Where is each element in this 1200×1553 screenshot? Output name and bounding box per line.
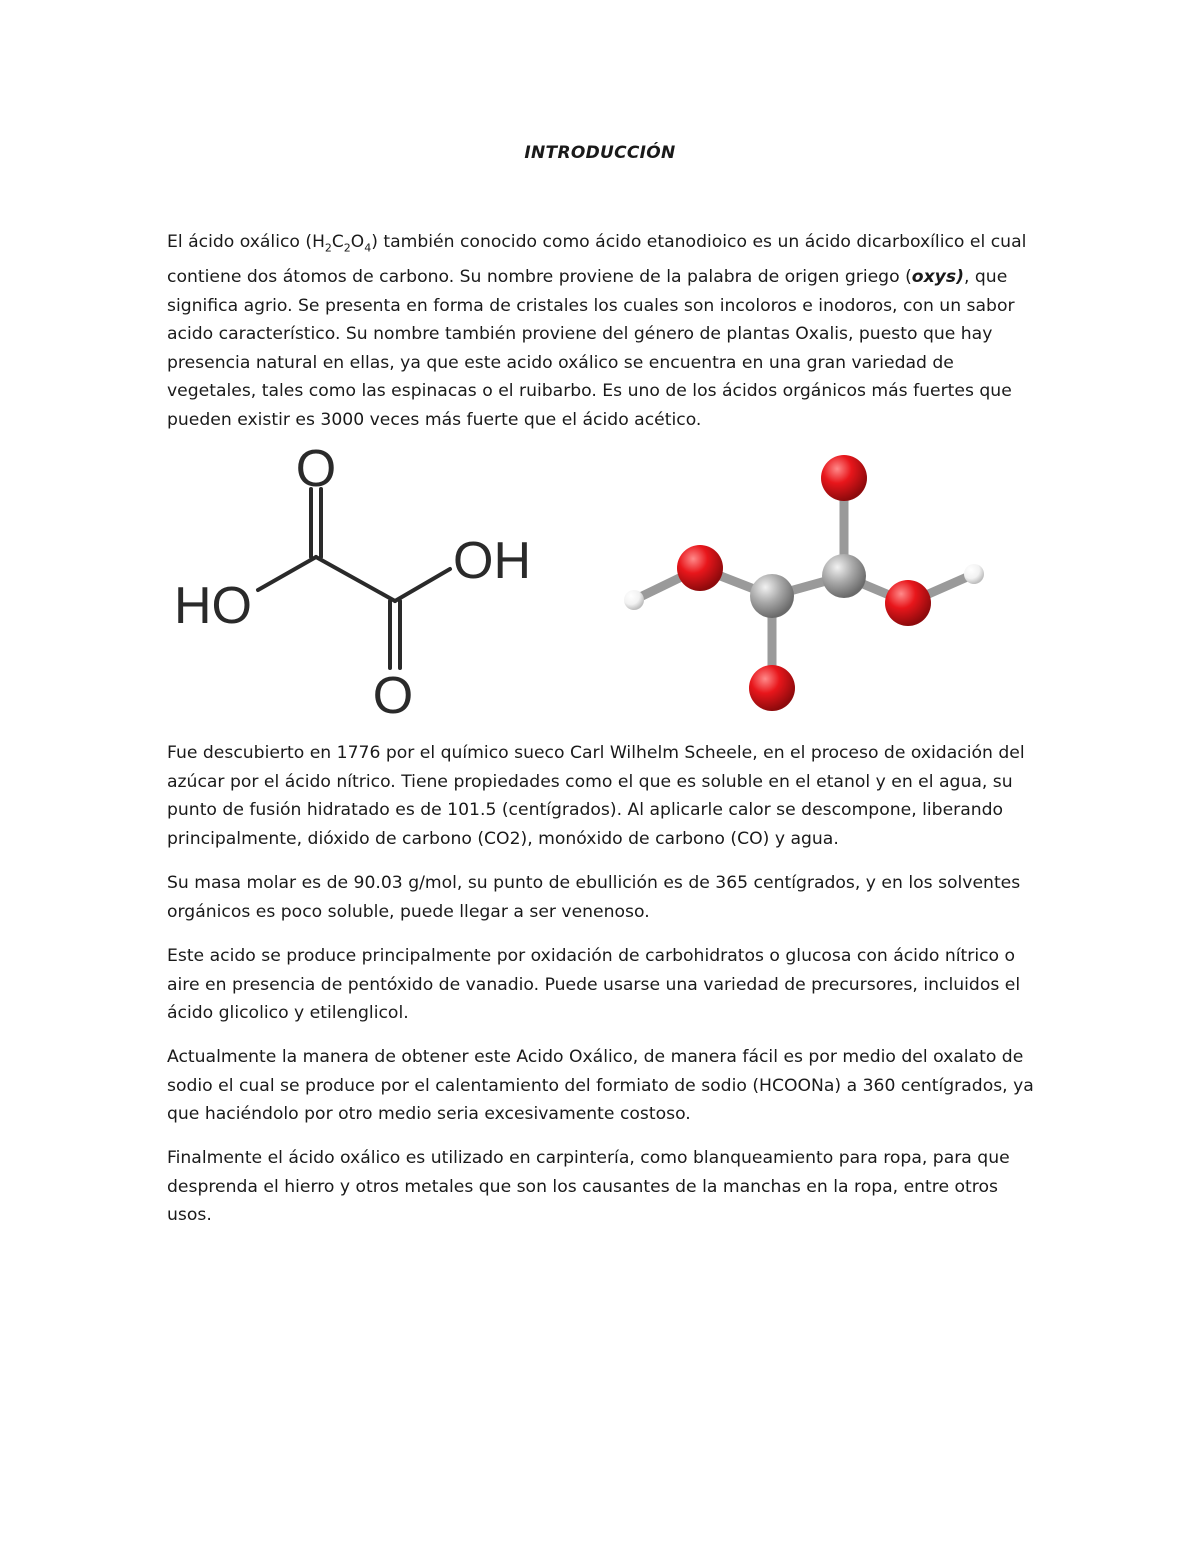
- oxygen-atom-bottom: [749, 665, 795, 711]
- paragraph-uses: Finalmente el ácido oxálico es utilizado en carpintería, como blanqueamiento para ropa, para que desprenda el hierro y otros metales que son los causantes de la manchas en la ropa, entre otros usos.: [167, 1148, 1010, 1226]
- bond-c1-c2: [316, 557, 395, 601]
- oxygen-atom-left: [677, 545, 723, 591]
- paragraph-discovery: Fue descubierto en 1776 por el químico sueco Carl Wilhelm Scheele, en el proceso de oxidación del azúcar por el ácido nítrico. Tiene propiedades como el que es soluble en el etanol y en el agua, su punto de fusión hidratado es de 101.5 (centígrados). Al aplicarle calor se descompone, liberando principalmente, dióxido de carbono (CO2), monóxido de carbono (CO) y agua.: [167, 743, 1025, 849]
- oxygen-atom-right: [885, 580, 931, 626]
- ball-and-stick-model-figure: [612, 448, 1000, 718]
- bond-c2-oh: [395, 569, 450, 601]
- paragraph-introduction: [167, 228, 1037, 435]
- atom-label-oh: OH: [453, 532, 531, 590]
- p1-text-after-formula: ) también conocido como ácido etanodioico es un ácido dicarboxílico el cual contiene dos átomos de carbono. Su nombre proviene de la palabra de origen griego (: [167, 232, 1027, 287]
- oxygen-atom-top: [821, 455, 867, 501]
- bond-ho-c1: [258, 557, 316, 590]
- skeletal-formula-svg: [170, 446, 540, 726]
- atom-label-ho: HO: [174, 577, 252, 635]
- skeletal-formula-figure: [170, 446, 540, 726]
- chemical-formula: $H_2C_2O_4$: [312, 232, 372, 255]
- page-title: INTRODUCCIÓN: [524, 143, 676, 163]
- p1-text-after-oxys: , que significa agrio. Se presenta en forma de cristales los cuales son incoloros e inodoros, con un sabor acido característico. Su nombre también proviene del género de plantas Oxalis, puesto que hay presencia natural en ellas, ya que este acido oxálico se encuentra en una gran variedad de vegetales, tales como las espinacas o el ruibarbo. Es uno de los ácidos orgánicos más fuertes que pueden existir es 3000 veces más fuerte que el ácido acético.: [167, 266, 1015, 430]
- paragraph-production: Este acido se produce principalmente por oxidación de carbohidratos o glucosa con ácido nítrico o aire en presencia de pentóxido de vanadio. Puede usarse una variedad de precursores, incluidos el ácido glicolico y etilenglicol.: [167, 946, 1021, 1024]
- hydrogen-atom-left: [624, 590, 644, 610]
- atom-label-o-bottom: O: [372, 667, 414, 725]
- paragraph-obtaining: Actualmente la manera de obtener este Acido Oxálico, de manera fácil es por medio del oxalato de sodio el cual se produce por el calentamiento del formiato de sodio (HCOONa) a 360 centígrados, ya que haciéndolo por otro medio seria excesivamente costoso.: [167, 1047, 1034, 1125]
- atom-label-o-top: O: [295, 446, 337, 498]
- carbon-atom-right: [822, 554, 866, 598]
- paragraph-molar-mass: Su masa molar es de 90.03 g/mol, su punto de ebullición es de 365 centígrados, y en los solventes orgánicos es poco soluble, puede llegar a ser venenoso.: [167, 873, 1021, 922]
- carbon-atom-left: [750, 574, 794, 618]
- ball-stick-svg: [612, 448, 1000, 718]
- greek-word-oxys: oxys): [911, 266, 964, 287]
- hydrogen-atom-right: [964, 564, 984, 584]
- p1-text-before: El ácido oxálico (: [167, 232, 313, 252]
